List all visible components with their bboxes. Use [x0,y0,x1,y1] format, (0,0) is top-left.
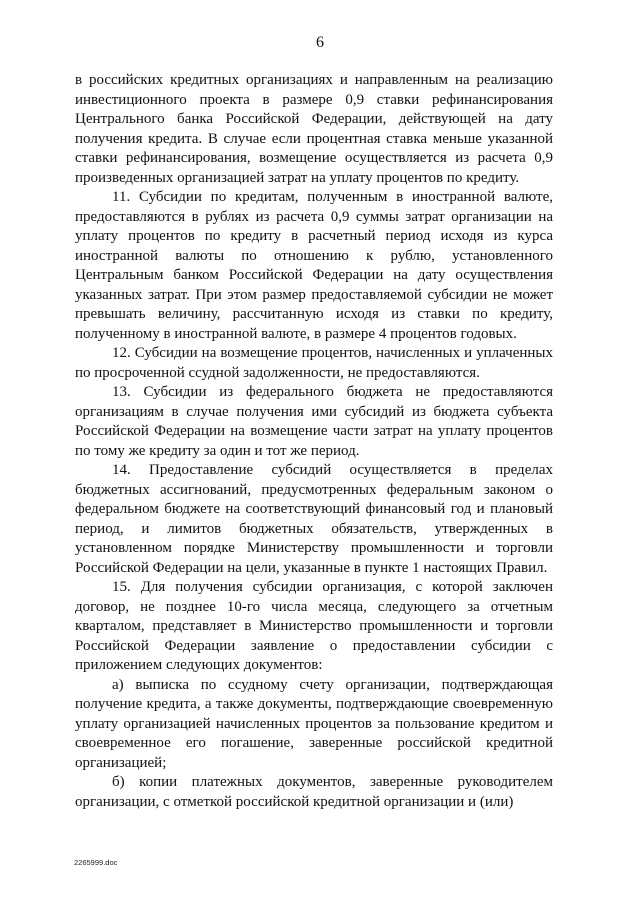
paragraph-item-14: 14. Предоставление субсидий осуществляется в пределах бюджетных ассигнований, предусмотренных федеральным законом о федеральном бюджете на соответствующий финансовый год и плановый период, и лимитов бюджетных обязательств, утвержденных в установленном порядке Министерству промышленности и торговли Российской Федерации на цели, указанные в пункте 1 настоящих Правил. [75,462,553,576]
paragraph-continuation: в российских кредитных организациях и направленным на реализацию инвестиционного проекта в размере 0,9 ставки рефинансирования Центрального банка Российской Федерации, действующей на дату получения кредита. В случае если процентная ставка меньше указанной ставки рефинансирования, возмещение осуществляется из расчета 0,9 произведенных организацией затрат на уплату процентов по кредиту. [75,72,553,186]
paragraph-item-13: 13. Субсидии из федерального бюджета не предоставляются организациям в случае получения ими субсидий из бюджета субъекта Российской Федерации на возмещение части затрат на уплату процентов по тому же кредиту за один и тот же период. [75,384,553,459]
document-body [75,71,553,812]
page-number: 6 [316,34,324,51]
paragraph-item-11: 11. Субсидии по кредитам, полученным в иностранной валюте, предоставляются в рублях из расчета 0,9 суммы затрат организации на уплату процентов по кредиту в расчетный период исходя из курса иностранной валюты по отношению к рублю, установленного Центральным банком Российской Федерации на дату осуществления указанных затрат. При этом размер предоставляемой субсидии не может превышать величину, рассчитанную исходя из ставки по кредиту, полученному в иностранной валюте, в размере 4 процентов годовых. [75,189,553,342]
paragraph-subitem-b: б) копии платежных документов, заверенные руководителем организации, с отметкой российской кредитной организации и (или) [75,774,553,810]
paragraph-item-12: 12. Субсидии на возмещение процентов, начисленных и уплаченных по просроченной ссудной задолженности, не предоставляются. [75,345,553,381]
document-footer-code: 2265999.doc [74,858,118,867]
paragraph-item-15: 15. Для получения субсидии организация, с которой заключен договор, не позднее 10-го числа месяца, следующего за отчетным кварталом, представляет в Министерство промышленности и торговли Российской Федерации заявление о предоставлении субсидии с приложением следующих документов: [75,579,553,673]
paragraph-subitem-a: а) выписка по ссудному счету организации, подтверждающая получение кредита, а также документы, подтверждающие своевременную уплату организацией начисленных процентов за пользование кредитом и своевременное его погашение, заверенные российской кредитной организацией; [75,676,553,771]
